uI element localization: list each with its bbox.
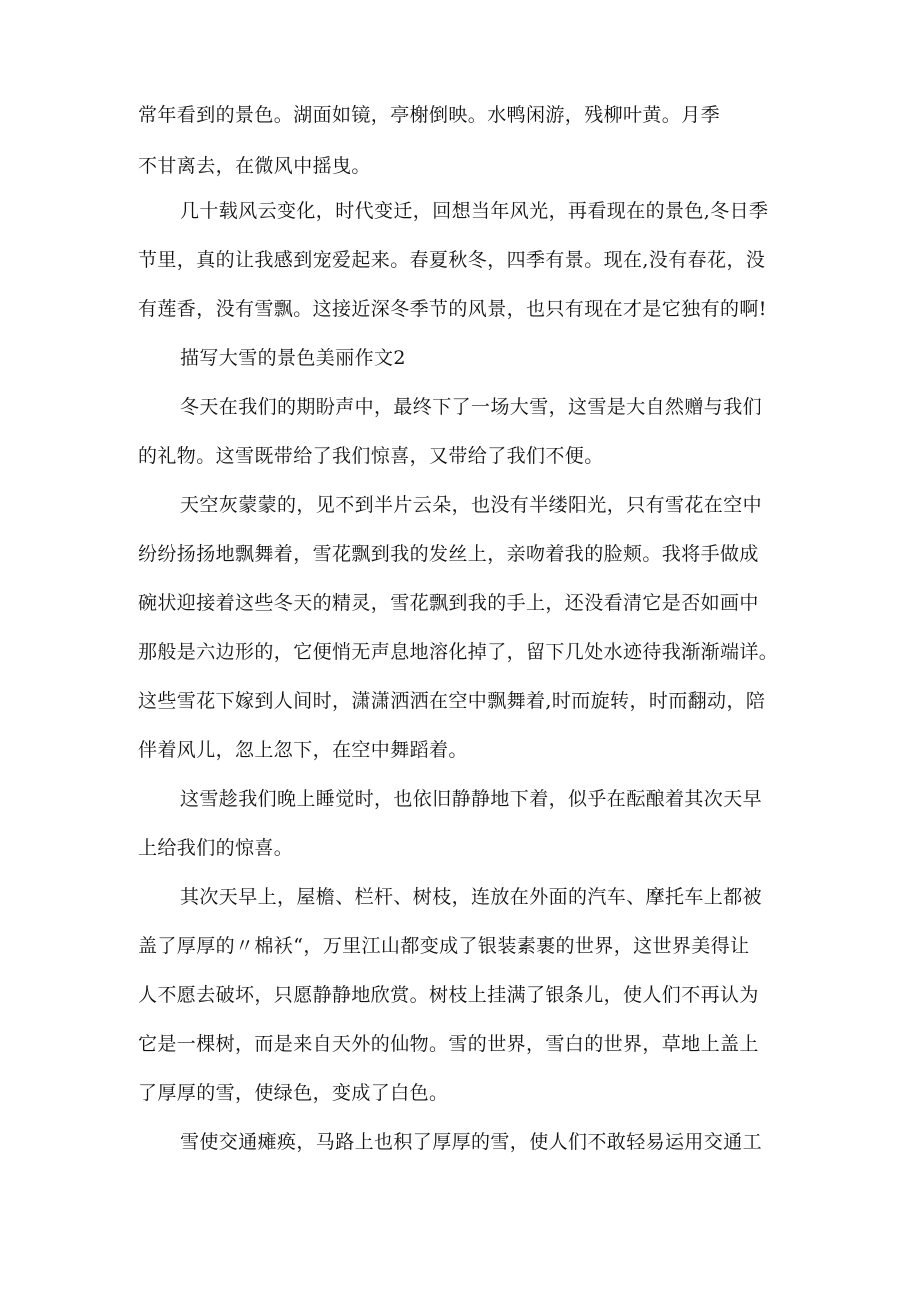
text-line: 了厚厚的雪，使绿色，变成了白色。 <box>138 1082 449 1104</box>
text-line: 常年看到的景色。湖面如镜，亭榭倒映。水鸭闲游，残柳叶黄。月季 <box>138 104 721 126</box>
text-line: 盖了厚厚的〃棉袄“，万里江山都变成了银装素裹的世界，这世界美得让 <box>138 935 750 957</box>
paragraph-first-line: 几十载风云变化，时代变迁，回想当年风光，再看现在的景色,冬日季 <box>180 200 769 222</box>
text-line: 伴着风儿，忽上忽下，在空中舞蹈着。 <box>138 739 468 761</box>
text-line: 碗状迎接着这些冬天的精灵，雪花飘到我的手上，还没看清它是否如画中 <box>138 592 759 614</box>
section-heading: 描写大雪的景色美丽作文2 <box>180 347 406 369</box>
text-line: 节里，真的让我感到宠爱起来。春夏秋冬，四季有景。现在,没有春花，没 <box>138 249 766 271</box>
text-line: 它是一棵树，而是来自天外的仙物。雪的世界，雪白的世界，草地上盖上 <box>138 1033 759 1055</box>
text-line: 有莲香，没有雪飘。这接近深冬季节的风景，也只有现在才是它独有的啊! <box>138 298 767 320</box>
text-line: 人不愿去破坏，只愿静静地欣赏。树枝上挂满了银条儿，使人们不再认为 <box>138 984 759 1006</box>
text-line: 的礼物。这雪既带给了我们惊喜，又带给了我们不便。 <box>138 445 604 467</box>
text-line: 上给我们的惊喜。 <box>138 837 294 859</box>
paragraph-first-line: 天空灰蒙蒙的，见不到半片云朵，也没有半缕阳光，只有雪花在空中 <box>180 494 763 516</box>
text-line: 不甘离去，在微风中摇曳。 <box>138 155 371 177</box>
paragraph-first-line: 这雪趁我们晚上睡觉时，也依旧静静地下着，似乎在酝酿着其次天早 <box>180 788 763 810</box>
text-line: 那般是六边形的，它便悄无声息地溶化掉了，留下几处水迹待我渐渐端详。 <box>138 641 779 663</box>
text-line: 这些雪花下嫁到人间时，潇潇洒洒在空中飘舞着,时而旋转，时而翻动，陪 <box>138 690 766 712</box>
paragraph-first-line: 其次天早上，屋檐、栏杆、树枝，连放在外面的汽车、摩托车上都被 <box>180 886 763 908</box>
text-line: 纷纷扬扬地飘舞着，雪花飘到我的发丝上，亲吻着我的脸颊。我将手做成 <box>138 543 759 565</box>
paragraph-first-line: 冬天在我们的期盼声中，最终下了一场大雪，这雪是大自然赠与我们 <box>180 396 763 418</box>
paragraph-first-line: 雪使交通瘫痪，马路上也积了厚厚的雪，使人们不敢轻易运用交通工 <box>180 1131 763 1153</box>
